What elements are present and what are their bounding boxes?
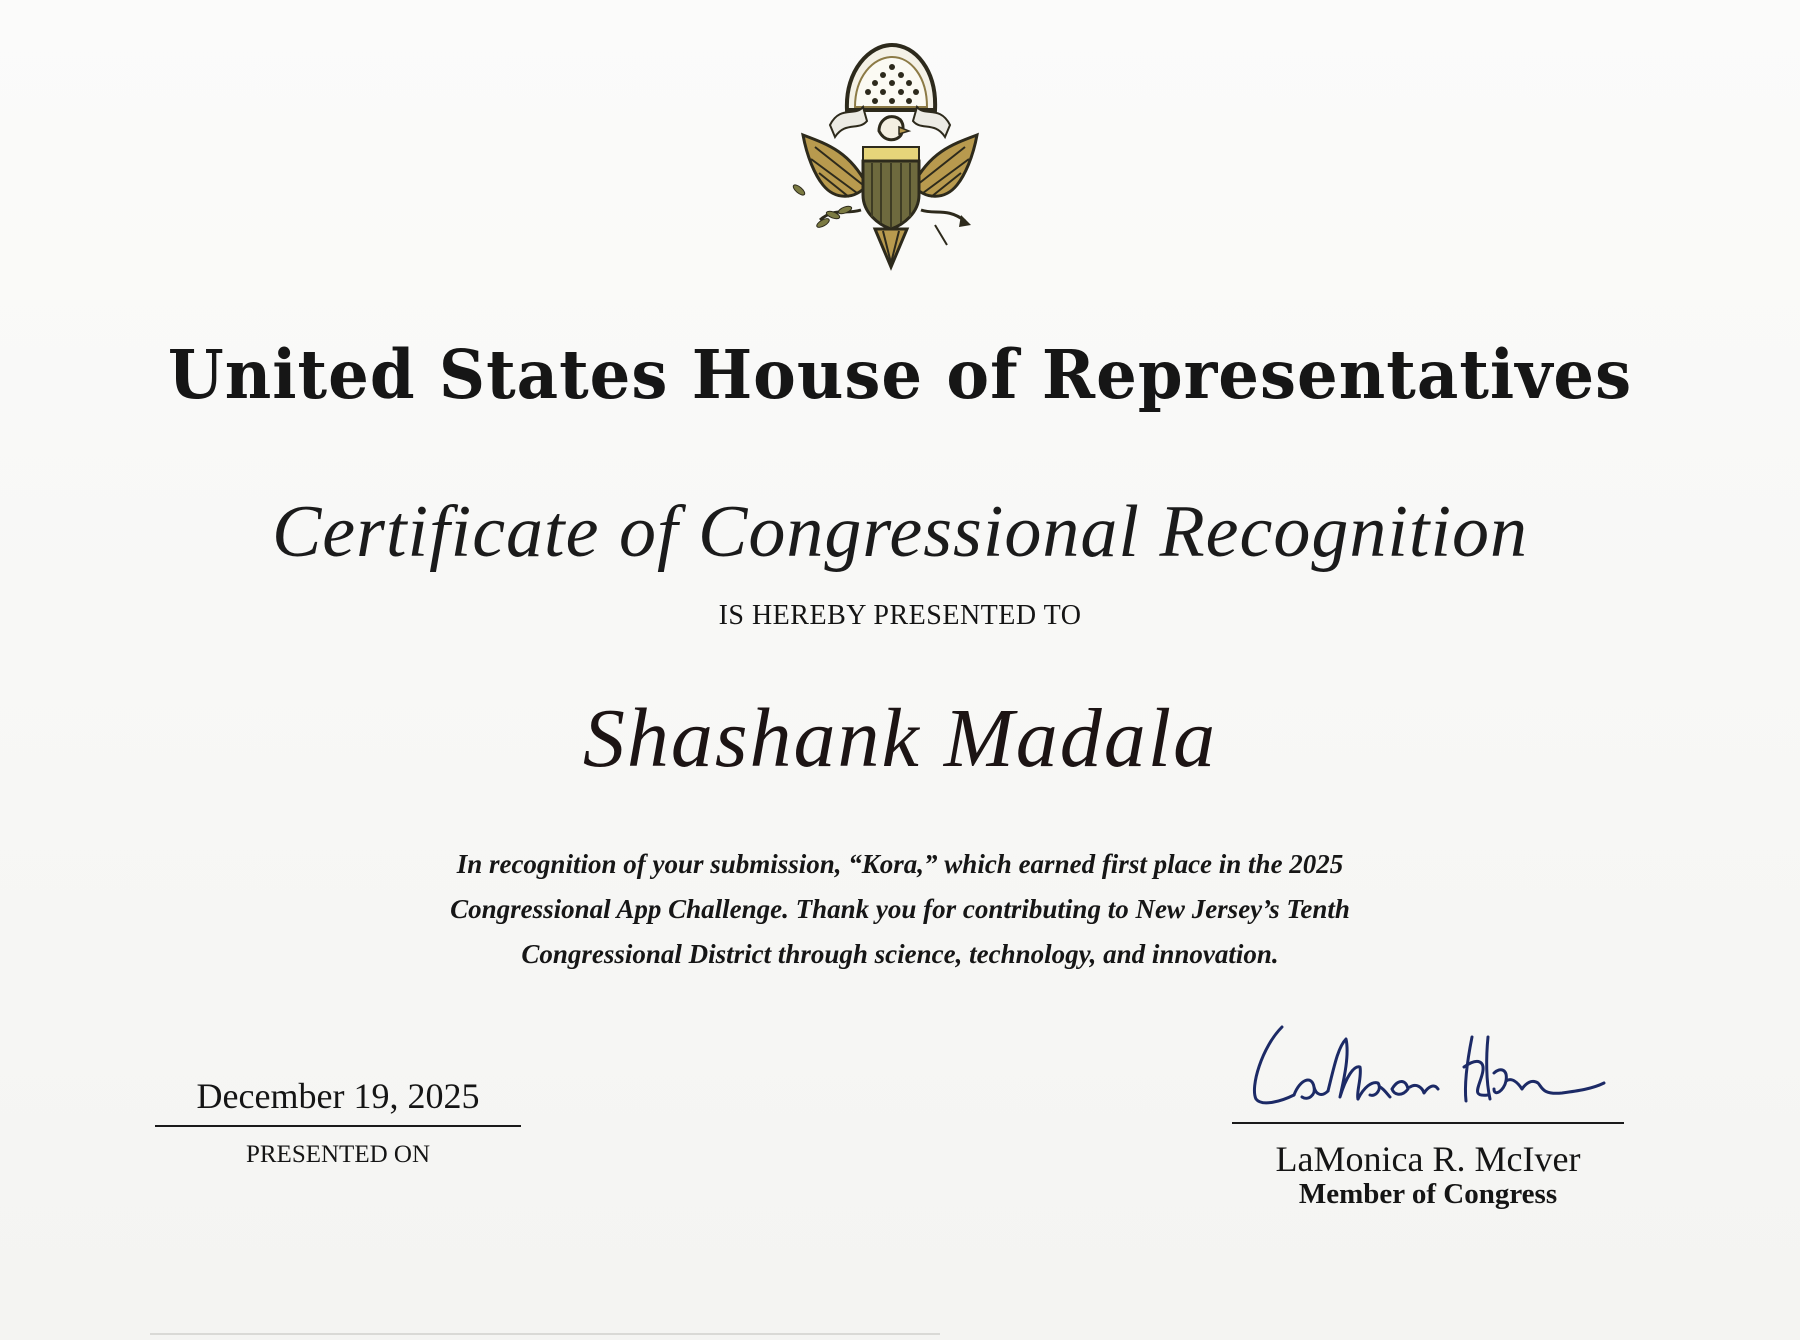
recipient-name: Shashank Madala [582,692,1218,785]
citation-line: Congressional App Challenge. Thank you for contributing to New Jersey’s Tenth [450,894,1350,924]
certificate-title: Certificate of Congressional Recognition [271,491,1529,573]
signature-block [1232,1012,1624,1211]
header-title: United States House of Representatives [167,336,1633,415]
presentation-date: December 19, 2025 [155,1075,521,1127]
paper-edge-divider [150,1333,940,1335]
signer-name: LaMonica R. McIver [1275,1139,1581,1179]
signature-line [1232,1012,1624,1124]
presented-to-label: IS HEREBY PRESENTED TO [718,600,1082,631]
date-block [155,1075,521,1169]
citation-text [300,842,1500,977]
handwritten-signature [1242,1017,1612,1117]
presented-on-label: PRESENTED ON [245,1141,431,1168]
great-seal-eagle-icon [775,35,1005,275]
citation-line: Congressional District through science, technology, and innovation. [521,939,1279,969]
signer-title: Member of Congress [1298,1178,1558,1210]
citation-line: In recognition of your submission, “Kora,” which earned first place in the 2025 [456,849,1344,879]
